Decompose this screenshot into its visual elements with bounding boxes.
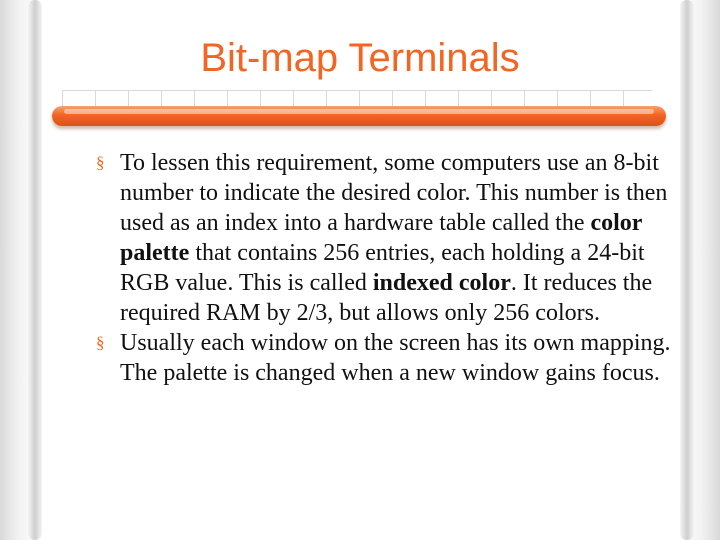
left-decorative-bar bbox=[28, 0, 42, 540]
bullet-text-segment: . It reduces the required RAM by 2/3, but allows only 256 colors. bbox=[120, 270, 653, 326]
slide-title: Bit-map Terminals bbox=[200, 36, 520, 80]
bullet-marker-icon: § bbox=[96, 153, 105, 172]
term-indexed-color: indexed color bbox=[372, 270, 511, 296]
term-color-palette: color palette bbox=[120, 210, 643, 266]
bullet-item-palette bbox=[96, 148, 676, 328]
divider-orange-bar bbox=[52, 106, 666, 126]
bullet-text-segment: To lessen this requirement, some computers use an 8-bit number to indicate the desired color. This number is then used as an index into a hardware table called the bbox=[120, 150, 668, 236]
bullet-text-segment: Usually each window on the screen has its own mapping. The palette is changed when a new window gains focus. bbox=[120, 330, 671, 386]
title-divider bbox=[52, 90, 668, 140]
bullet-marker-icon: § bbox=[96, 333, 105, 352]
right-decorative-bar bbox=[680, 0, 694, 540]
bullet-item-window-mapping bbox=[96, 328, 676, 388]
bullet-text-segment: that contains 256 entries, each holding a 24-bit RGB value. This is called bbox=[120, 240, 645, 296]
bullet-list bbox=[96, 148, 676, 388]
